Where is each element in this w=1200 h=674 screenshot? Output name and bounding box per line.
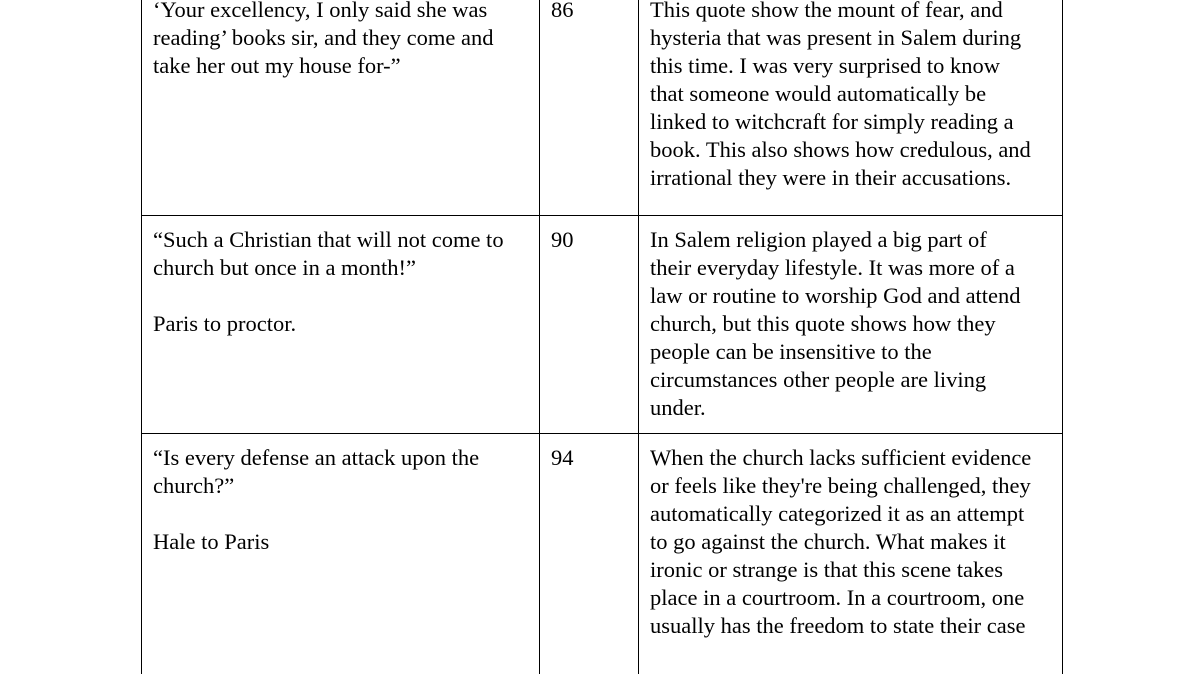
analysis-text-line: place in a courtroom. In a courtroom, one [650, 585, 1025, 610]
analysis-cell [639, 216, 1062, 433]
analysis-text-line: usually has the freedom to state their case [650, 613, 1026, 638]
page-number-cell [540, 434, 639, 674]
table-row [142, 0, 1062, 216]
analysis-text-line: ironic or strange is that this scene takes [650, 557, 1004, 582]
analysis-text-line: to go against the church. What makes it [650, 529, 1006, 554]
quote-analysis-table [141, 0, 1063, 674]
quote-text-line: ‘Your excellency, I only said she was [153, 0, 488, 22]
blank-line [153, 282, 529, 310]
speaker-attribution: Paris to proctor. [153, 311, 297, 336]
analysis-text-line: law or routine to worship God and attend [650, 283, 1021, 308]
analysis-text-line: circumstances other people are living [650, 367, 987, 392]
page-number-cell [540, 0, 639, 215]
page-number: 94 [551, 445, 574, 470]
quote-cell [142, 216, 540, 433]
analysis-text-line: This quote show the mount of fear, and [650, 0, 1003, 22]
page-number-cell [540, 216, 639, 433]
page-number: 90 [551, 227, 574, 252]
quote-text-line: take her out my house for-” [153, 53, 401, 78]
analysis-text-line: their everyday lifestyle. It was more of a [650, 255, 1015, 280]
quote-cell [142, 0, 540, 215]
analysis-text-line: irrational they were in their accusations. [650, 165, 1012, 190]
analysis-text-line: this time. I was very surprised to know [650, 53, 1000, 78]
quote-cell [142, 434, 540, 674]
analysis-cell [639, 0, 1062, 215]
blank-line [153, 500, 529, 528]
speaker-attribution: Hale to Paris [153, 529, 270, 554]
quote-text-line: church but once in a month!” [153, 255, 417, 280]
table-row [142, 434, 1062, 674]
quote-text-line: reading’ books sir, and they come and [153, 25, 494, 50]
analysis-text-line: In Salem religion played a big part of [650, 227, 987, 252]
analysis-text-line: automatically categorized it as an attempt [650, 501, 1025, 526]
analysis-text-line: When the church lacks sufficient evidence [650, 445, 1032, 470]
analysis-text-line: under. [650, 395, 706, 420]
table-row [142, 216, 1062, 434]
quote-text-line: church?” [153, 473, 235, 498]
analysis-text-line: book. This also shows how credulous, and [650, 137, 1031, 162]
quote-text-line: “Is every defense an attack upon the [153, 445, 480, 470]
analysis-text-line: that someone would automatically be [650, 81, 987, 106]
analysis-text-line: hysteria that was present in Salem during [650, 25, 1022, 50]
analysis-cell [639, 434, 1062, 674]
analysis-text-line: church, but this quote shows how they [650, 311, 996, 336]
analysis-text-line: people can be insensitive to the [650, 339, 932, 364]
quote-text-line: “Such a Christian that will not come to [153, 227, 504, 252]
analysis-text-line: linked to witchcraft for simply reading a [650, 109, 1014, 134]
page-number: 86 [551, 0, 574, 22]
analysis-text-line: or feels like they're being challenged, they [650, 473, 1031, 498]
